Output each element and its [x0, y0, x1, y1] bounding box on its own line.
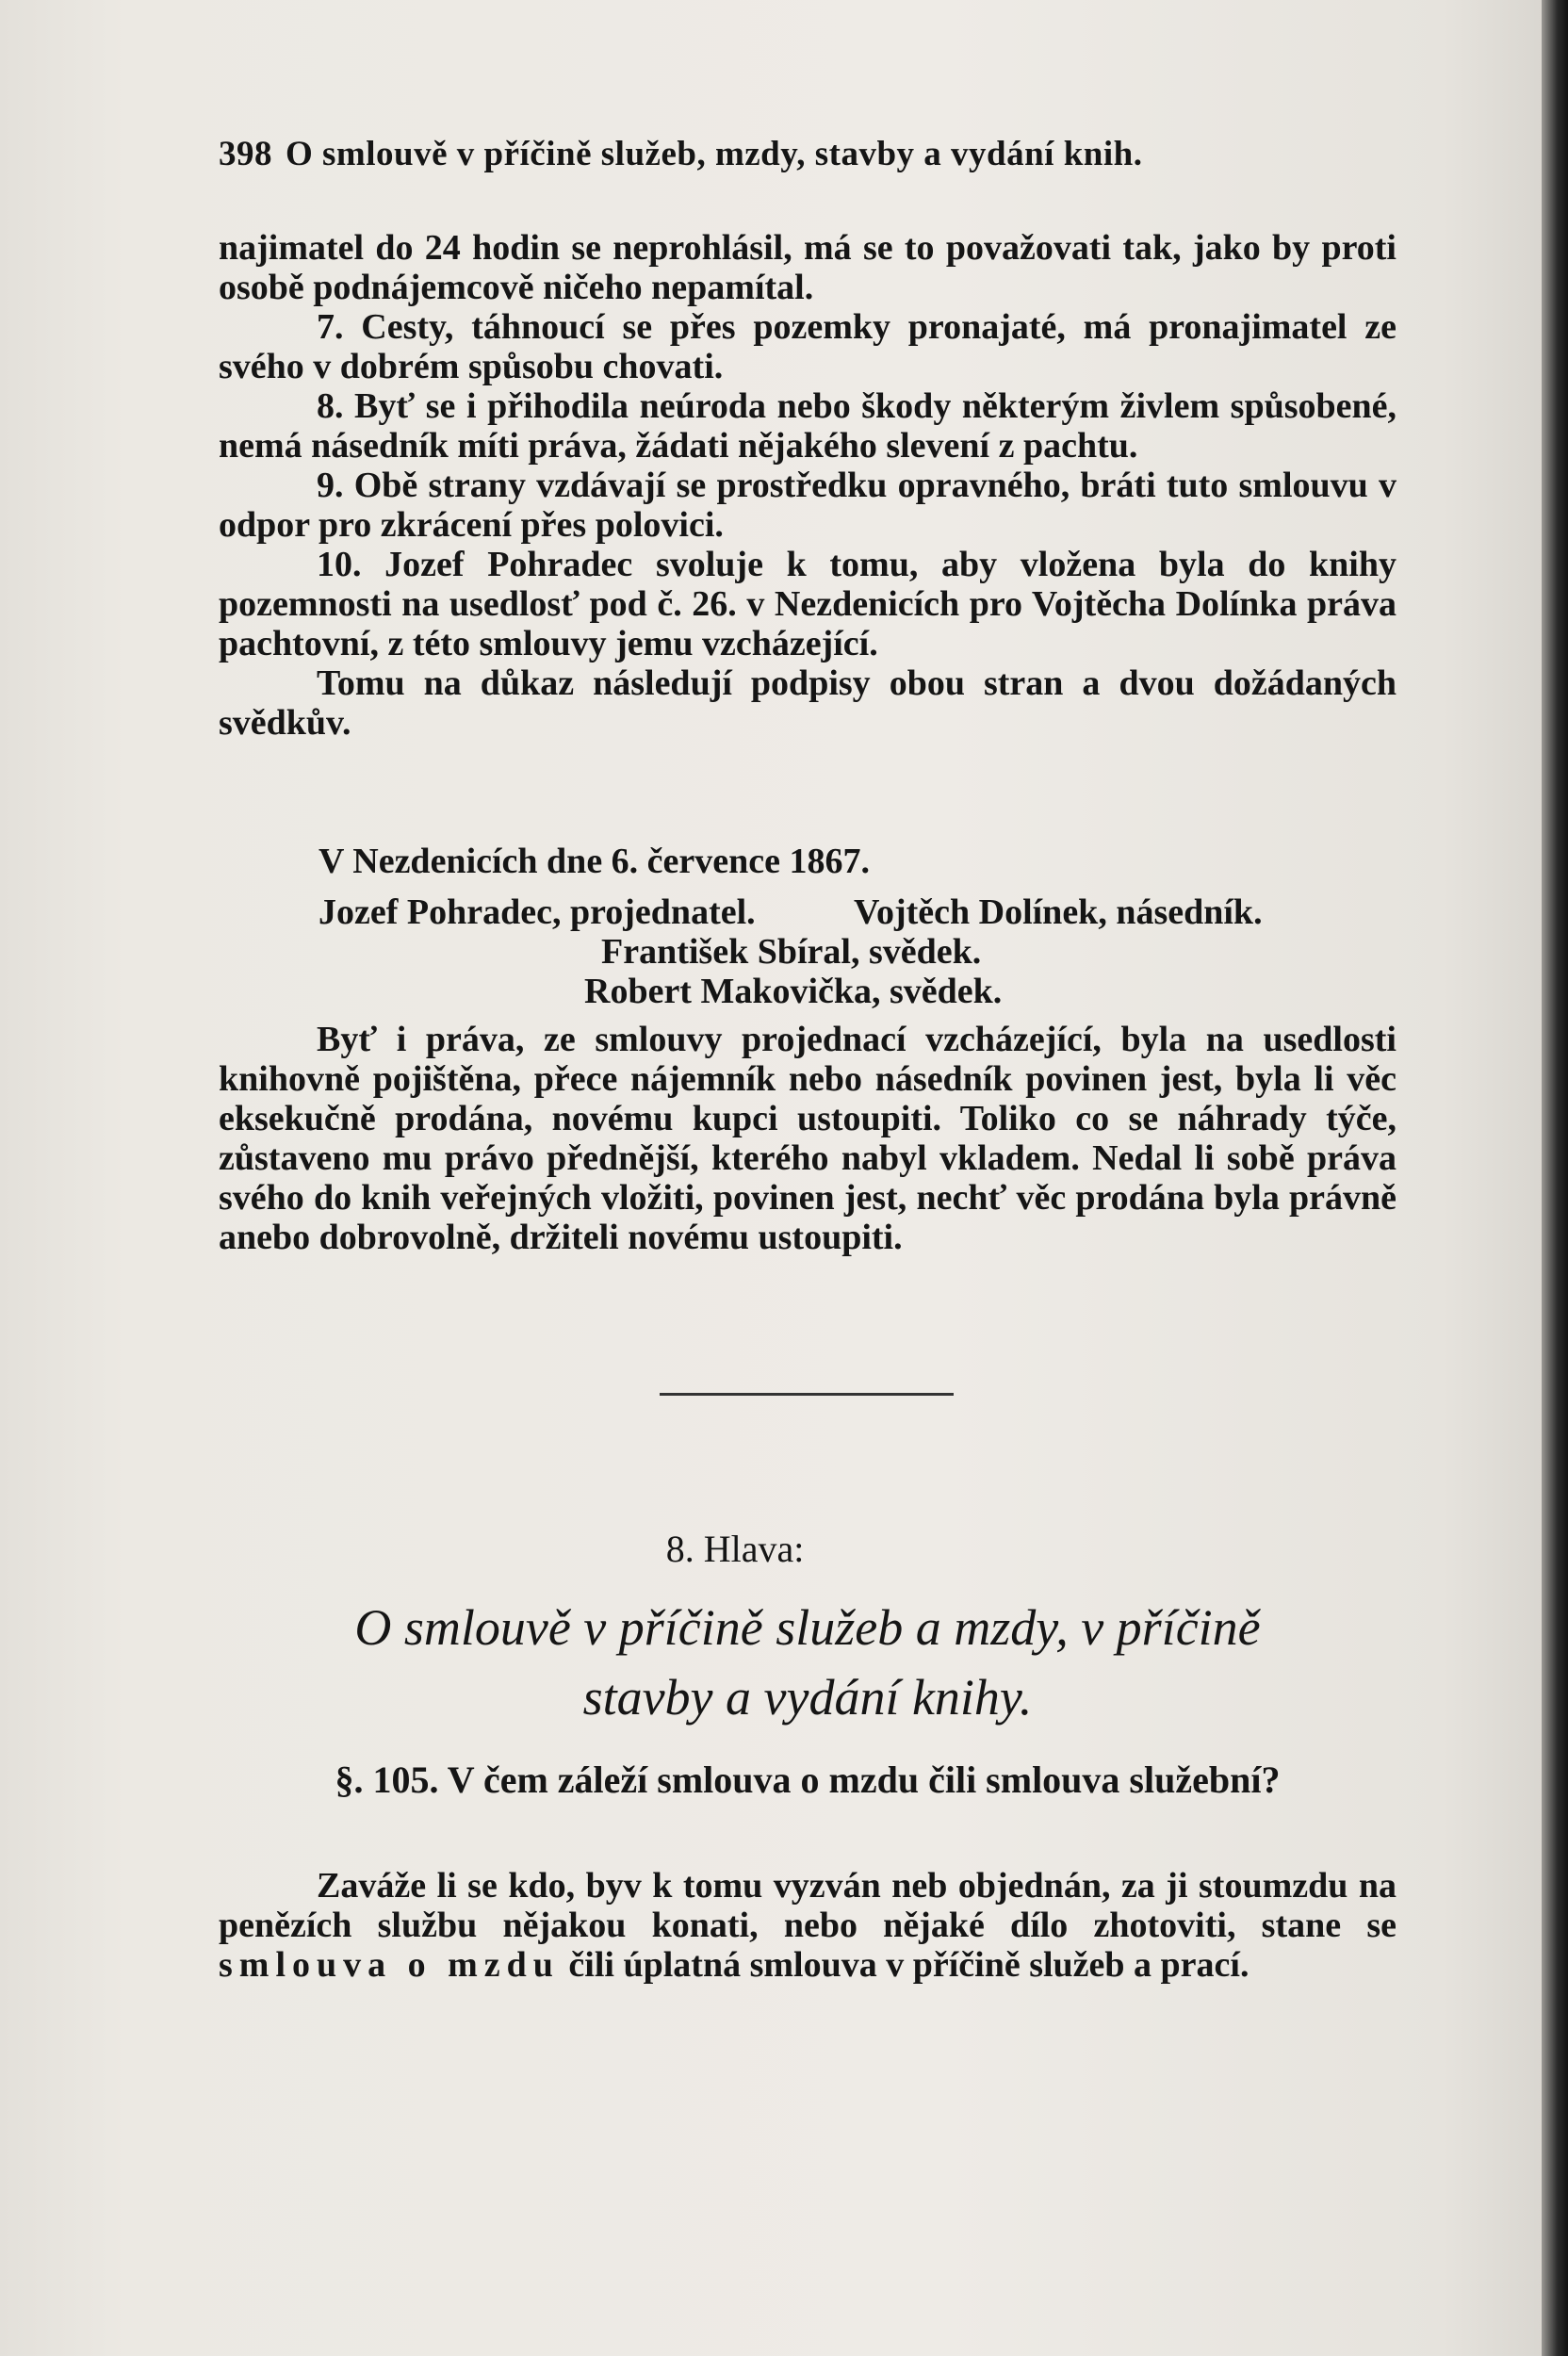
section-term-spaced: smlouva o mzdu: [219, 1945, 560, 1985]
paragraph-continuation: najimatel do 24 hodin se neprohlásil, má se to považovati tak, jako by proti osobě podnájemcově ničeho nepamítal.: [219, 228, 1396, 307]
signature-witness2: Robert Makovička, svědek.: [584, 972, 1003, 1011]
paragraph-item-7: 7. Cesty, táhnoucí se přes pozemky pronajaté, má pronajimatel ze svého v dobrém spůsobu chovati.: [219, 307, 1396, 386]
paragraph-item-8: 8. Byť se i přihodila neúroda nebo škody některým živlem spůsobené, nemá násedník míti práva, žádati nějakého slevení z pachtu.: [219, 386, 1396, 466]
signature-witness1: František Sbíral, svědek.: [601, 932, 982, 972]
chapter-title: [219, 1593, 1396, 1732]
page-edge-shadow: [1542, 0, 1568, 2356]
body-middle: [219, 1020, 1396, 1257]
chapter-title-line2: stavby a vydání knihy.: [582, 1669, 1033, 1726]
date-line: V Nezdenicích dne 6. července 1867.: [318, 842, 871, 881]
section-heading: §. 105. V čem záleží smlouva o mzdu čili smlouva služební?: [335, 1759, 1281, 1801]
body-top: [219, 228, 1396, 743]
running-head-title: O smlouvě v příčině služeb, mzdy, stavby a vydání knih.: [286, 135, 1143, 173]
page-number: 398: [219, 135, 272, 173]
section-text-start: Zaváže li se kdo, byv k tomu vyzván neb objednán, za ji stoumzdu na penězích službu nějakou konati, nebo nějaké dílo zhotoviti, stane se: [219, 1866, 1396, 1945]
chapter-title-line1: O smlouvě v příčině služeb a mzdy, v příčině: [354, 1599, 1261, 1656]
running-head: [219, 134, 1396, 175]
section-divider: [660, 1393, 954, 1396]
chapter-label: 8. Hlava:: [665, 1528, 805, 1570]
section-text-end: čili úplatná smlouva v příčině služeb a prací.: [559, 1945, 1250, 1985]
signature-party1: Jozef Pohradec, projednatel.: [318, 892, 756, 932]
body-section: [219, 1866, 1396, 1985]
paragraph-item-9: 9. Obě strany vzdávají se prostředku opravného, bráti tuto smlouvu v odpor pro zkrácení přes polovici.: [219, 466, 1396, 545]
paragraph-signatures-intro: Tomu na důkaz následují podpisy obou stran a dvou dožádaných svědkův.: [219, 663, 1396, 743]
signature-party2: Vojtěch Dolínek, násedník.: [854, 892, 1263, 932]
paragraph-section-105: [219, 1866, 1396, 1985]
paragraph-rights: Byť i práva, ze smlouvy projednací vzcházející, byla na usedlosti knihovně pojištěna, přece nájemník nebo násedník povinen jest, byla li věc eksekučně prodána, novému kupci ustoupiti. Toliko co se náhrady týče, zůstaveno mu právo přednější, kterého nabyl vkladem. Nedal li sobě práva svého do knih veřejných vložiti, povinen jest, nechť věc prodána byla právně anebo dobrovolně, držiteli novému ustoupiti.: [219, 1020, 1396, 1257]
paragraph-item-10: 10. Jozef Pohradec svoluje k tomu, aby vložena byla do knihy pozemnosti na usedlosť pod č. 26. v Nezdenicích pro Vojtěcha Dolínka práva pachtovní, z této smlouvy jemu vzcházející.: [219, 545, 1396, 663]
